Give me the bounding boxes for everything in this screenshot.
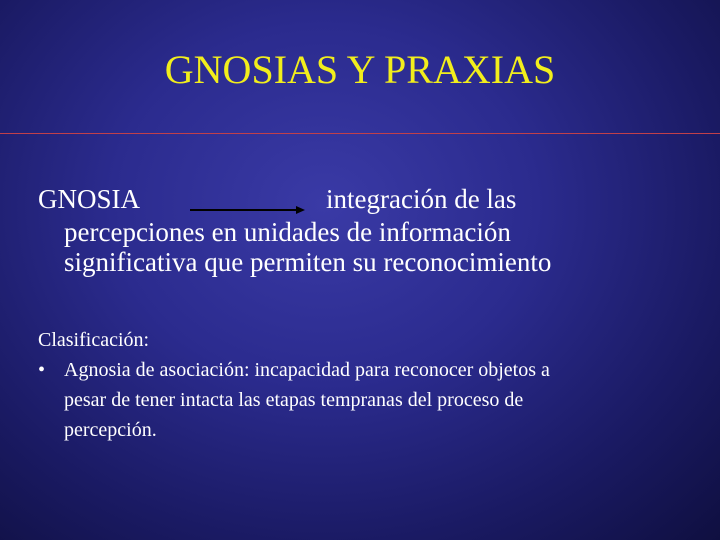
classification-item — [38, 355, 688, 445]
classification-item-line-2: pesar de tener intacta las etapas tempranas del proceso de — [64, 389, 524, 411]
definition-text-start: integración de las — [326, 184, 517, 214]
title-divider — [0, 133, 720, 134]
definition-first-line — [38, 184, 698, 217]
definition-text-line-2: percepciones en unidades de información — [64, 217, 511, 247]
classification-heading: Clasificación: — [38, 329, 150, 351]
definition-term: GNOSIA — [38, 184, 141, 214]
bullet-icon: • — [38, 359, 46, 381]
classification-item-line-1: Agnosia de asociación: incapacidad para reconocer objetos a — [64, 359, 550, 381]
classification-block — [38, 325, 688, 445]
definition-text-line-3: significativa que permiten su reconocimiento — [64, 247, 552, 277]
classification-item-line-3: percepción. — [64, 419, 157, 441]
slide-title: GNOSIAS Y PRAXIAS — [164, 47, 556, 92]
definition-block — [38, 184, 698, 277]
right-arrow-icon — [188, 190, 306, 220]
